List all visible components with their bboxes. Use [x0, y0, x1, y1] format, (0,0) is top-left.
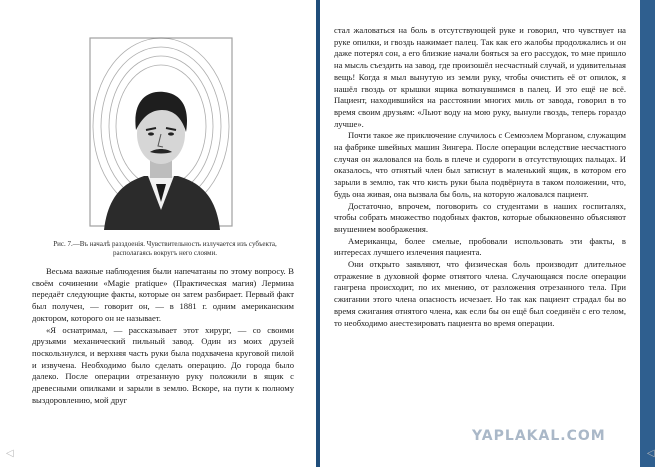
- paragraph: Весьма важные наблюдения были напечатаны по этому вопросу. В своём сочинении «Magie pratique» (Практическая магия) Лермина передаёт следующие факты, которые он затем разбирает. Первый факт был получен, — говорит он, — в 1881 г. одним американским доктором, которого он не называет.: [32, 266, 294, 323]
- portrait-illustration: [86, 34, 236, 230]
- page-arrow-icon[interactable]: ◁: [647, 448, 655, 459]
- left-page-text: [32, 266, 294, 406]
- paragraph: Почти такое же приключение случилось с Семюэлем Морганом, служащим на фабрике швейных машин Зингера. После операции вследствие несчастного случая он жаловался на боль в плече и судороги в отсутствующих пальцах. И оказалось, что отнятый член был затиснут в маленький ящик, в котором его зарыли в землю, так что кисть руки была подвёрнута в таком положении, что, будь она живая, она вызвала бы боль, на которую жаловался пациент.: [334, 130, 626, 199]
- paragraph: стал жаловаться на боль в отсутствующей руке и говорил, что чувствует на руке опилки, и гвоздь нажимает палец. Так как его жалобы продолжались и он даже потерял сон, а его близкие начали бояться за его рассудок, то мне пришло на мысль съездить на завод, где произошёл несчастный случай, и удивительная вещь! Когда я мыл вынутую из земли руку, чтобы очистить её от опилок, я нашёл гвоздь от крышки ящика воткнувшимся в палец. И это ещё не всё. Пациент, находившийся на расстоянии многих миль от завода, говорил в то время своим друзьям: «Льют воду на мою руку, вынули гвоздь, теперь гораздо лучше».: [334, 25, 626, 129]
- previous-page-arrow-icon[interactable]: ◁: [6, 448, 14, 459]
- right-page-text: [334, 25, 626, 329]
- figure-caption: Рис. 7.—Въ началѣ разздоенія. Чувствительность излучается изъ субъекта, располагаясь вокругъ него слоями.: [53, 240, 277, 257]
- right-page: [320, 0, 655, 467]
- site-watermark: YAPLAKAL.COM: [472, 428, 606, 444]
- left-page: [0, 0, 316, 467]
- paragraph: Американцы, более смелые, пробовали использовать эти факты, в интересах лучшего излечения пациента.: [334, 235, 626, 258]
- paragraph: Достаточно, впрочем, поговорить со студентами в наших госпиталях, чтобы собрать множество подобных фактов, которые обыкновенно объясняют внушением воображения.: [334, 200, 626, 234]
- paragraph: «Я оснатримал, — рассказывает этот хирург, — со своими друзьями механический пильный завод. Один из моих друзей поскользнулся, и верхняя часть руки была подхвачена круговой пилой и извучена. Необходимо было сделать операцию. До города было далеко. После операции отрезанную руку положили в ящик с древесными опилками и зарыли в землю. Вскоре, на пути к полному выздоровлению, мой друг: [32, 324, 294, 405]
- paragraph: Они открыто заявляют, что физическая боль производит длительное отражение в духовной форме отнятого члена. Случающаяся после операции гангрена происходит, по их мнению, от разложения отрезанного тела. При сжигании этого члена опасность исчезает. Но так как пациент страдал бы во время сжигания отнятого члена, как если бы он ещё был соединён с его телом, то необходимо анестезировать пациента во время операции.: [334, 259, 626, 328]
- portrait-drawing: [86, 34, 236, 230]
